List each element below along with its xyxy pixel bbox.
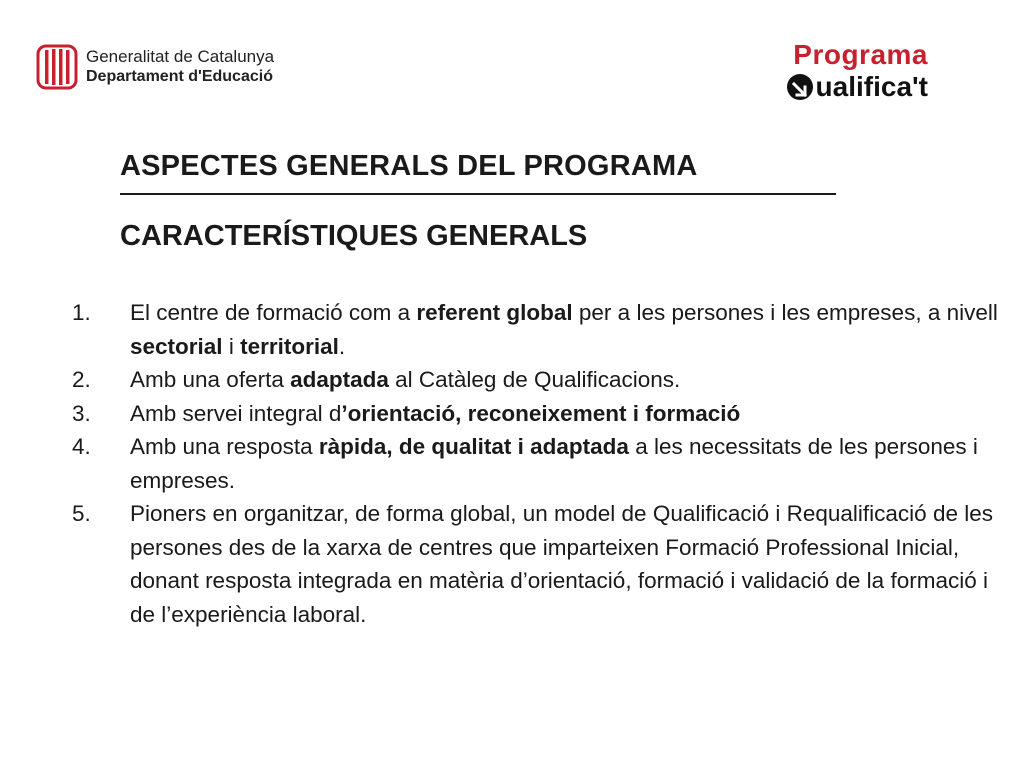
text-run: Amb servei integral d (130, 400, 342, 426)
text-run: al Catàleg de Qualificacions. (388, 367, 681, 392)
list-item-text (130, 397, 1002, 431)
list-item-number: 3. (72, 400, 91, 426)
program-word: Programa (793, 39, 928, 70)
q-arrow-icon (785, 72, 815, 102)
text-run: a les necessitats de les persones i empreses. (130, 434, 978, 493)
list-item (72, 397, 1002, 431)
program-name: ualifica't (815, 71, 928, 102)
gencat-text (86, 47, 274, 87)
list-item (72, 430, 1002, 497)
text-run: i (222, 333, 241, 359)
department-name: Departament d'Educació (86, 68, 273, 85)
catalonia-stripes-icon (36, 44, 78, 90)
emphasis-text: ràpida, de qualitat i adaptada (318, 434, 629, 459)
gencat-logo (36, 44, 274, 90)
text-run: Amb una oferta (130, 367, 291, 392)
list-item-text (130, 430, 1002, 497)
emphasis-text: adaptada (290, 367, 389, 392)
text-run: per a les persones i les empreses, a nivell (572, 300, 998, 325)
list-item-number: 5. (72, 501, 91, 526)
characteristics-list (72, 296, 1002, 631)
emphasis-text: ’orientació, reconeixement i formació (341, 400, 741, 426)
list-item (72, 363, 1002, 397)
program-name-row (785, 72, 928, 102)
text-run: . (338, 333, 346, 359)
list-item-text (130, 497, 1002, 631)
emphasis-text: territorial (240, 333, 339, 359)
list-item-number: 4. (72, 434, 91, 459)
list-item (72, 497, 1002, 631)
list-item-number: 2. (72, 367, 91, 392)
text-run: Pioners en organitzar, de forma global, un model de Qualificació i Requalificació de les persones des de la xarxa de centres que imparteixen Formació Professional Inicial, donant resposta integrada en matèria d’orientació, formació i validació de la formació i de l’experiència laboral. (130, 501, 993, 627)
list-item (72, 296, 1002, 363)
title-underline (120, 193, 836, 195)
list-item-number: 1. (72, 300, 91, 325)
programa-qualificat-logo (785, 40, 928, 102)
slide-subtitle: CARACTERÍSTIQUES GENERALS (120, 220, 588, 252)
emphasis-text: sectorial (130, 333, 223, 359)
slide-title: ASPECTES GENERALS DEL PROGRAMA (120, 150, 698, 182)
text-run: El centre de formació com a (130, 300, 417, 325)
org-name: Generalitat de Catalunya (86, 47, 275, 66)
emphasis-text: referent global (416, 300, 573, 325)
text-run: Amb una resposta (130, 434, 319, 459)
list-item-text (130, 363, 1002, 397)
list-item-text (130, 296, 1002, 363)
